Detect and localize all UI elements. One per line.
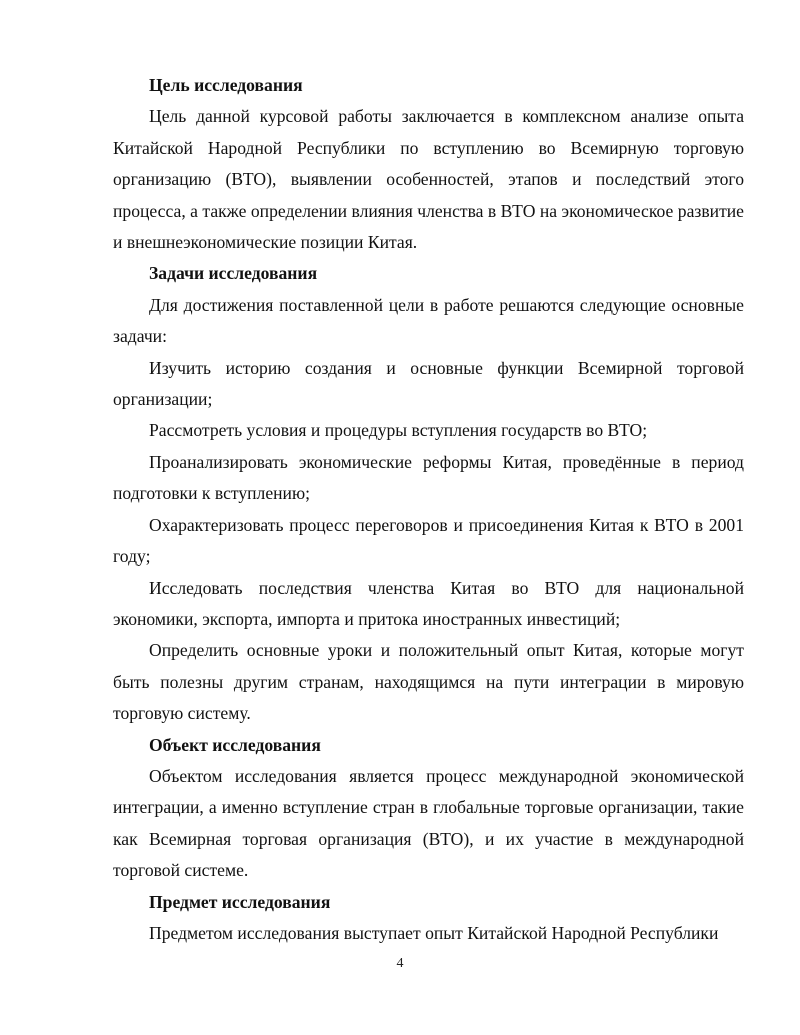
object-paragraph: Объектом исследования является процесс международной экономической интеграции, а именно вступление стран в глобальные торговые организации, такие как Всемирная торговая организация (ВТО), и их участие в международной торговой системе. xyxy=(113,765,744,881)
task-item: Изучить историю создания и основные функции Всемирной торговой организации; xyxy=(113,357,744,410)
page-number: 4 xyxy=(396,956,404,971)
goal-heading: Цель исследования xyxy=(149,75,303,95)
object-heading: Объект исследования xyxy=(149,734,321,755)
task-item: Исследовать последствия членства Китая во ВТО для национальной экономики, экспорта, импорта и притока иностранных инвестиций; xyxy=(113,577,744,629)
task-item: Проанализировать экономические реформы Китая, проведённые в период подготовки к вступлению; xyxy=(113,451,744,504)
task-item: Рассмотреть условия и процедуры вступления государств во ВТО; xyxy=(149,420,648,441)
task-item: Определить основные уроки и положительный опыт Китая, которые могут быть полезны другим странам, находящимся на пути интеграции в мировую торговую систему. xyxy=(113,640,744,724)
task-item: Охарактеризовать процесс переговоров и присоединения Китая к ВТО в 2001 году; xyxy=(113,514,744,567)
document-body xyxy=(113,70,744,949)
tasks-heading: Задачи исследования xyxy=(149,263,318,284)
tasks-intro-paragraph: Для достижения поставленной цели в работе решаются следующие основные задачи: xyxy=(113,294,744,347)
subject-heading: Предмет исследования xyxy=(149,891,331,912)
subject-paragraph: Предметом исследования выступает опыт Китайской Народной Республики xyxy=(149,922,719,943)
goal-paragraph: Цель данной курсовой работы заключается в комплексном анализе опыта Китайской Народной Республики по вступлению во Всемирную торговую организацию (ВТО), выявлении особенностей, этапов и последствий этого процесса, а также определении влияния членства в ВТО на экономическое развитие и внешнеэкономические позиции Китая. xyxy=(113,106,744,253)
